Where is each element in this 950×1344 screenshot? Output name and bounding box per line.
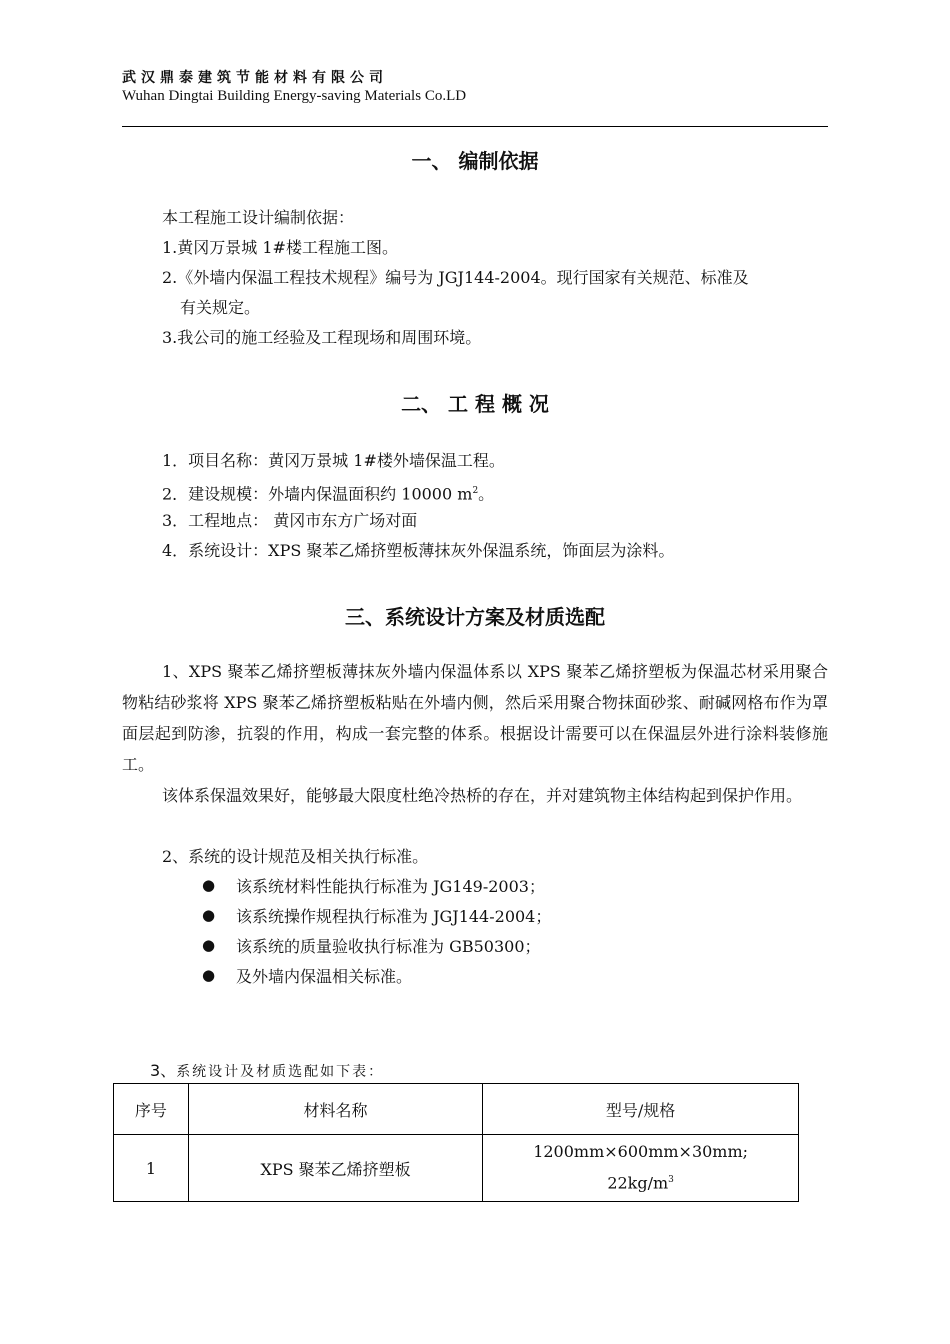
section2-item-2 bbox=[162, 480, 494, 505]
bullet-dot-icon: ● bbox=[202, 876, 216, 894]
spec-dimensions: 1200mm×600mm×30mm; bbox=[533, 1142, 749, 1162]
section1-item-3: 3.我公司的施工经验及工程现场和周围环境。 bbox=[162, 328, 482, 347]
bullet-dot-icon: ● bbox=[202, 966, 216, 984]
section1-item-2-cont: 有关规定。 bbox=[180, 298, 261, 317]
cell-no: 1 bbox=[114, 1135, 189, 1202]
section3-title: 三、系统设计方案及材质选配 bbox=[345, 605, 605, 629]
cell-spec bbox=[483, 1135, 799, 1202]
header-cell-no: 序号 bbox=[114, 1084, 189, 1135]
table-caption-number: 3、 bbox=[150, 1061, 177, 1080]
section1-item-2: 2.《外墙内保温工程技术规程》编号为 JGJ144-2004。现行国家有关规范、标准及 bbox=[162, 268, 749, 287]
section2-title: 二、 工 程 概 况 bbox=[401, 392, 549, 416]
bullet-dot-icon: ● bbox=[202, 906, 216, 924]
section3-sub-2: 2、系统的设计规范及相关执行标准。 bbox=[162, 847, 429, 866]
area-unit-superscript: 2 bbox=[472, 486, 479, 496]
section2-item-1: 1．项目名称：黄冈万景城 1#楼外墙保温工程。 bbox=[162, 451, 505, 470]
section2-item-4: 4．系统设计：XPS 聚苯乙烯挤塑板薄抹灰外保温系统，饰面层为涂料。 bbox=[162, 541, 675, 560]
section1-item-1: 1.黄冈万景城 1#楼工程施工图。 bbox=[162, 238, 398, 257]
standard-item-3: 该系统的质量验收执行标准为 GB50300； bbox=[236, 937, 541, 956]
standard-item-4: 及外墙内保温相关标准。 bbox=[236, 967, 413, 986]
section3-para-2: 该体系保温效果好，能够最大限度杜绝冷热桥的存在，并对建筑物主体结构起到保护作用。 bbox=[162, 786, 803, 805]
density-unit-superscript: 3 bbox=[668, 1175, 674, 1186]
cell-name: XPS 聚苯乙烯挤塑板 bbox=[188, 1135, 482, 1202]
header-cell-spec: 型号/规格 bbox=[483, 1084, 799, 1135]
standard-item-1: 该系统材料性能执行标准为 JG149-2003； bbox=[236, 877, 545, 896]
section2-item-2-text: 2．建设规模：外墙内保温面积约 10000 m bbox=[162, 484, 473, 504]
table-caption bbox=[150, 1058, 384, 1081]
section2-item-3: 3．工程地点： 黄冈市东方广场对面 bbox=[162, 511, 418, 530]
section3-para-1: 1、XPS 聚苯乙烯挤塑板薄抹灰外墙内保温体系以 XPS 聚苯乙烯挤塑板为保温芯材采用聚合物粘结砂浆将 XPS 聚苯乙烯挤塑板粘贴在外墙内侧，然后采用聚合物抹面砂浆、耐碱网格布作为罩面层起到防渗，抗裂的作用，构成一套完整的体系。根据设计需要可以在保温层外进行涂料装修施工。 bbox=[122, 662, 828, 774]
section1-intro: 本工程施工设计编制依据： bbox=[162, 208, 355, 227]
table-row bbox=[114, 1135, 799, 1202]
standard-item-2: 该系统操作规程执行标准为 JGJ144-2004； bbox=[236, 907, 552, 926]
company-name-en: Wuhan Dingtai Building Energy-saving Materials Co.LD bbox=[122, 88, 467, 104]
spec-density bbox=[483, 1166, 798, 1197]
header-cell-name: 材料名称 bbox=[188, 1084, 482, 1135]
company-name-cn: 武汉鼎泰建筑节能材料有限公司 bbox=[122, 70, 388, 86]
bullet-dot-icon: ● bbox=[202, 936, 216, 954]
materials-table bbox=[113, 1083, 799, 1202]
table-caption-text: 系统设计及材质选配如下表： bbox=[176, 1064, 385, 1080]
table-header-row bbox=[114, 1084, 799, 1135]
section1-title: 一、 编制依据 bbox=[411, 149, 539, 173]
spec-density-text: 22kg/m bbox=[607, 1173, 669, 1193]
header-divider bbox=[122, 126, 828, 127]
section2-item-2-end: 。 bbox=[478, 484, 495, 504]
